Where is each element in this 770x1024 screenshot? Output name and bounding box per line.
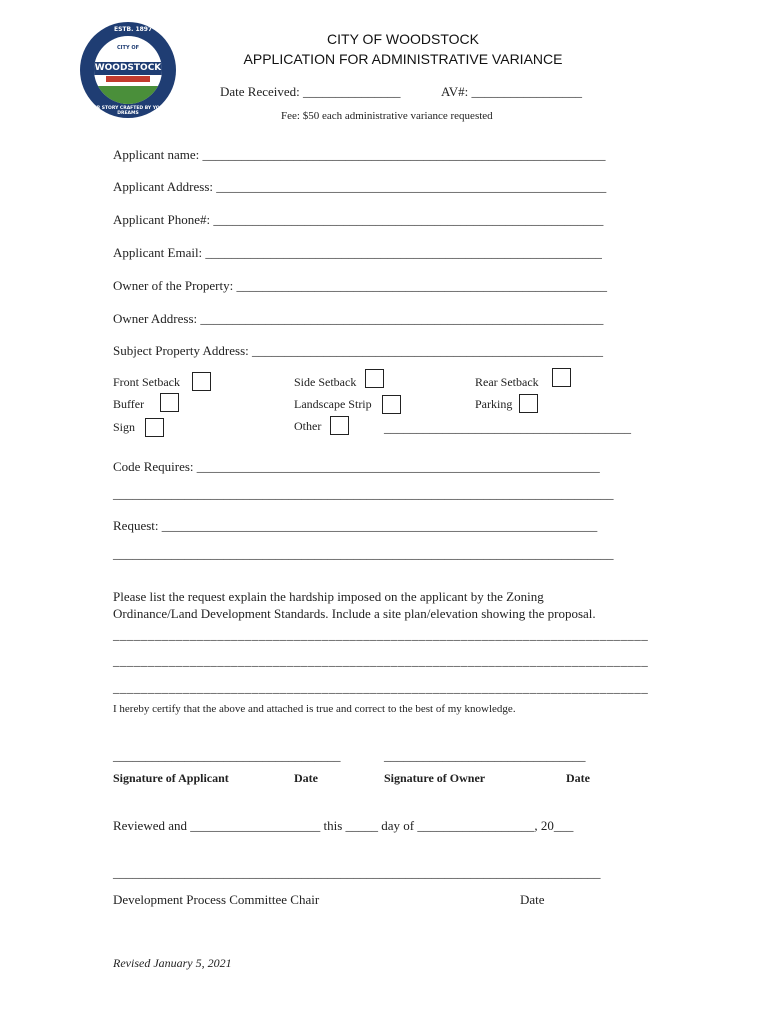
hardship-instructions-line1: Please list the request explain the hardship imposed on the applicant by the Zoning bbox=[113, 589, 544, 604]
applicant-phone-field[interactable]: Applicant Phone#: ____________________________________________________________ bbox=[113, 212, 604, 227]
av-number-field[interactable]: AV#: _________________ bbox=[441, 84, 582, 99]
parking-label: Parking bbox=[475, 397, 513, 411]
fee-note: Fee: $50 each administrative variance requested bbox=[281, 110, 493, 122]
side-setback-checkbox[interactable] bbox=[365, 369, 384, 388]
applicant-name-field[interactable]: Applicant name: ______________________________________________________________ bbox=[113, 147, 606, 162]
applicant-email-field[interactable]: Applicant Email: _____________________________________________________________ bbox=[113, 245, 602, 260]
front-setback-checkbox[interactable] bbox=[192, 372, 211, 391]
rear-setback-checkbox[interactable] bbox=[552, 368, 571, 387]
title-city: CITY OF WOODSTOCK bbox=[327, 31, 479, 47]
owner-signature-line[interactable]: _______________________________ bbox=[384, 748, 586, 763]
seal-green-band bbox=[94, 86, 162, 104]
seal-name-banner: WOODSTOCK bbox=[94, 62, 162, 75]
other-label: Other bbox=[294, 419, 322, 433]
hardship-line-3[interactable]: _____________________________________________________________________________ bbox=[113, 680, 649, 695]
applicant-address-field[interactable]: Applicant Address: ____________________________________________________________ bbox=[113, 179, 607, 194]
reviewed-statement[interactable]: Reviewed and ____________________ this _____ day of __________________, 20___ bbox=[113, 818, 574, 833]
buffer-label: Buffer bbox=[113, 397, 145, 411]
buffer-checkbox[interactable] bbox=[160, 393, 179, 412]
hardship-line-1[interactable]: _____________________________________________________________________________ bbox=[113, 627, 649, 642]
request-line2[interactable]: _____________________________________________________________________________ bbox=[113, 546, 614, 561]
revision-date: Revised January 5, 2021 bbox=[113, 956, 232, 970]
date-received-field[interactable]: Date Received: _______________ bbox=[220, 84, 401, 99]
request-field[interactable]: Request: ___________________________________________________________________ bbox=[113, 518, 598, 533]
landscape-strip-label: Landscape Strip bbox=[294, 397, 372, 411]
code-requires-field[interactable]: Code Requires: ______________________________________________________________ bbox=[113, 459, 600, 474]
side-setback-label: Side Setback bbox=[294, 375, 357, 389]
sign-label: Sign bbox=[113, 420, 136, 434]
sign-checkbox[interactable] bbox=[145, 418, 164, 437]
rear-setback-label: Rear Setback bbox=[475, 375, 539, 389]
committee-chair-label: Development Process Committee Chair bbox=[113, 892, 320, 907]
applicant-date-label: Date bbox=[294, 771, 318, 785]
other-description-field[interactable]: ______________________________________ bbox=[384, 420, 631, 435]
seal-top-text: ESTB. 1897 bbox=[114, 26, 153, 33]
committee-chair-signature-line[interactable]: ___________________________________________________________________________ bbox=[113, 865, 601, 880]
front-setback-label: Front Setback bbox=[113, 375, 180, 389]
owner-property-field[interactable]: Owner of the Property: _________________________________________________________ bbox=[113, 278, 607, 293]
seal-city-text: CITY OF bbox=[117, 45, 139, 51]
committee-chair-date-label: Date bbox=[520, 892, 545, 907]
applicant-signature-line[interactable]: ___________________________________ bbox=[113, 748, 341, 763]
parking-checkbox[interactable] bbox=[519, 394, 538, 413]
other-checkbox[interactable] bbox=[330, 416, 349, 435]
owner-address-field[interactable]: Owner Address: ______________________________________________________________ bbox=[113, 311, 604, 326]
title-application: APPLICATION FOR ADMINISTRATIVE VARIANCE bbox=[243, 51, 563, 67]
seal-ring-text: OUR STORY CRAFTED BY YOUR DREAMS bbox=[89, 106, 167, 116]
seal-small-text: GEORGIA bbox=[117, 82, 139, 87]
landscape-strip-checkbox[interactable] bbox=[382, 395, 401, 414]
hardship-line-2[interactable]: _____________________________________________________________________________ bbox=[113, 653, 649, 668]
certification-statement: I hereby certify that the above and attached is true and correct to the best of my knowledge. bbox=[113, 703, 516, 715]
owner-date-label: Date bbox=[566, 771, 590, 785]
subject-property-address-field[interactable]: Subject Property Address: ______________________________________________________ bbox=[113, 343, 604, 358]
signature-of-applicant-label: Signature of Applicant bbox=[113, 771, 229, 785]
signature-of-owner-label: Signature of Owner bbox=[384, 771, 486, 785]
hardship-instructions-line2: Ordinance/Land Development Standards. Include a site plan/elevation showing the proposal. bbox=[113, 606, 596, 621]
code-requires-line2[interactable]: _____________________________________________________________________________ bbox=[113, 486, 614, 501]
